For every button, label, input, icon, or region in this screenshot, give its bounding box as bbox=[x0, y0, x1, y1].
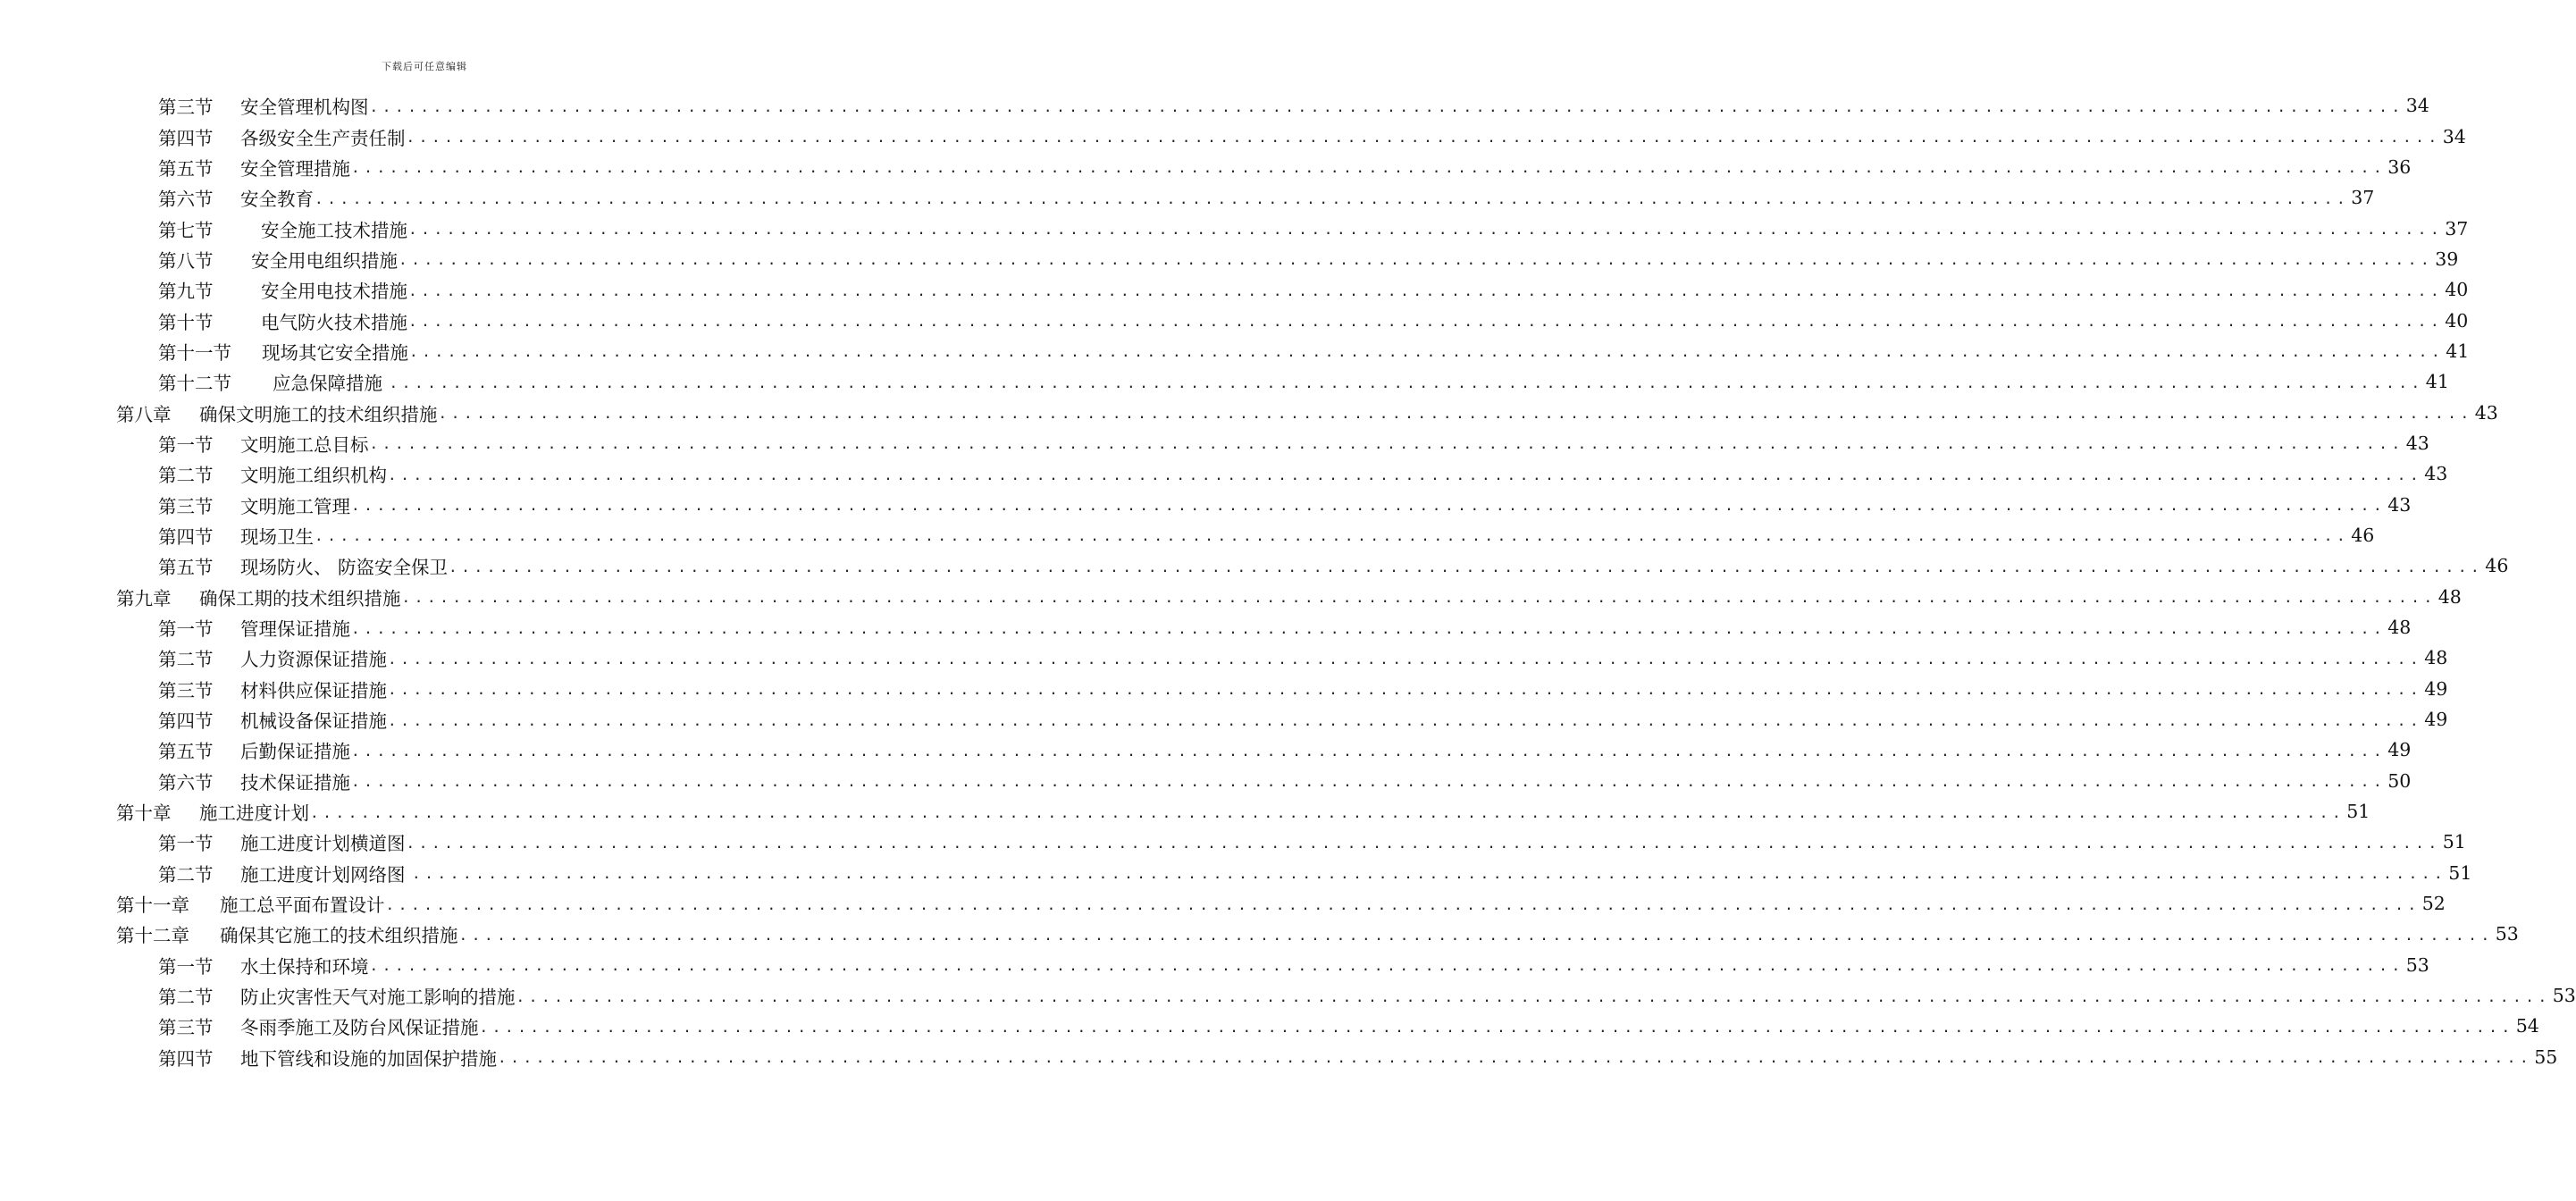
toc-dot-leader: ................................................................................................................................................................ bbox=[408, 313, 2444, 331]
toc-dot-leader: ................................................................................................................................................................ bbox=[369, 435, 2404, 453]
toc-entry-title: 现场其它安全措施 bbox=[262, 341, 408, 364]
toc-section-entry[interactable] bbox=[0, 858, 2472, 888]
toc-dot-leader: ................................................................................................................................................................ bbox=[409, 343, 2445, 361]
toc-entry-title: 施工进度计划 bbox=[199, 802, 309, 825]
toc-section-entry[interactable] bbox=[0, 213, 2469, 243]
toc-page-number: 43 bbox=[2474, 401, 2498, 424]
toc-entry-label: 第六节 bbox=[158, 771, 214, 794]
toc-dot-leader: ................................................................................................................................................................ bbox=[388, 650, 2423, 668]
toc-section-entry[interactable] bbox=[0, 1042, 2558, 1072]
toc-page-number: 49 bbox=[2387, 739, 2412, 761]
toc-entry-title: 各级安全生产责任制 bbox=[240, 127, 406, 149]
toc-entry-label: 第四节 bbox=[158, 710, 214, 733]
toc-chapter-entry[interactable] bbox=[0, 582, 2462, 612]
toc-dot-leader: ................................................................................................................................................................ bbox=[315, 189, 2350, 207]
toc-section-entry[interactable] bbox=[0, 366, 2449, 397]
toc-page-number: 49 bbox=[2424, 709, 2448, 731]
toc-page-number: 46 bbox=[2351, 524, 2375, 546]
toc-entry-title: 文明施工管理 bbox=[240, 495, 350, 517]
toc-page-number: 48 bbox=[2387, 617, 2412, 639]
toc-page-number: 51 bbox=[2442, 831, 2466, 853]
toc-section-entry[interactable] bbox=[0, 336, 2470, 366]
toc-page-number: 37 bbox=[2351, 187, 2375, 209]
toc-entry-label: 第八章 bbox=[116, 403, 172, 425]
toc-page-number: 48 bbox=[2438, 585, 2462, 608]
toc-section-entry[interactable] bbox=[0, 704, 2448, 735]
toc-entry-title: 安全用电组织措施 bbox=[251, 249, 398, 272]
toc-page-number: 43 bbox=[2405, 432, 2429, 454]
toc-entry-title: 施工总平面布置设计 bbox=[220, 894, 385, 917]
toc-page-number: 55 bbox=[2534, 1046, 2558, 1068]
toc-chapter-entry[interactable] bbox=[0, 888, 2446, 919]
toc-entry-label: 第十一章 bbox=[116, 894, 189, 917]
toc-entry-label: 第五节 bbox=[158, 557, 214, 579]
toc-entry-label: 第一节 bbox=[158, 955, 214, 978]
toc-entry-title: 冬雨季施工及防台风保证措施 bbox=[240, 1017, 479, 1039]
toc-entry-title: 施工进度计划网络图 bbox=[240, 863, 412, 886]
toc-entry-title: 后勤保证措施 bbox=[240, 741, 350, 763]
toc-entry-label: 第二节 bbox=[158, 863, 214, 886]
toc-entry-label: 第五节 bbox=[158, 741, 214, 763]
toc-page-number: 48 bbox=[2424, 647, 2448, 669]
toc-section-entry[interactable] bbox=[0, 152, 2412, 182]
toc-dot-leader: ................................................................................................................................................................ bbox=[438, 405, 2473, 423]
toc-dot-leader: ................................................................................................................................................................ bbox=[399, 251, 2434, 269]
toc-entry-title: 电气防火技术措施 bbox=[261, 311, 407, 333]
toc-entry-title: 现场卫生 bbox=[240, 525, 314, 548]
toc-dot-leader: ................................................................................................................................................................ bbox=[401, 589, 2437, 607]
toc-entry-title: 安全管理机构图 bbox=[240, 97, 369, 119]
toc-entry-label: 第八节 bbox=[158, 249, 214, 272]
toc-dot-leader: ................................................................................................................................................................ bbox=[412, 865, 2447, 883]
toc-dot-leader: ................................................................................................................................................................ bbox=[351, 742, 2387, 760]
toc-entry-label: 第二节 bbox=[158, 649, 214, 671]
toc-chapter-entry[interactable] bbox=[0, 397, 2498, 427]
toc-page-number: 34 bbox=[2442, 125, 2466, 147]
toc-entry-label: 第一节 bbox=[158, 433, 214, 456]
toc-entry-label: 第二节 bbox=[158, 987, 214, 1009]
toc-page-number: 43 bbox=[2387, 493, 2412, 516]
toc-page-number: 46 bbox=[2485, 555, 2509, 577]
toc-dot-leader: ................................................................................................................................................................ bbox=[408, 221, 2444, 239]
toc-entry-label: 第一节 bbox=[158, 618, 214, 641]
toc-section-entry[interactable] bbox=[0, 274, 2469, 305]
toc-page-number: 34 bbox=[2405, 95, 2429, 117]
toc-page-number: 53 bbox=[2495, 923, 2519, 945]
toc-chapter-entry[interactable] bbox=[0, 919, 2519, 949]
toc-dot-leader: ................................................................................................................................................................ bbox=[351, 619, 2387, 637]
toc-dot-leader: ................................................................................................................................................................ bbox=[315, 527, 2350, 545]
toc-page-number: 50 bbox=[2387, 769, 2412, 792]
page-header-note: 下载后可任意编辑 bbox=[382, 61, 467, 72]
toc-entry-label: 第九章 bbox=[116, 587, 172, 609]
toc-entry-title: 文明施工总目标 bbox=[240, 433, 369, 456]
toc-page-number: 52 bbox=[2421, 893, 2446, 915]
toc-entry-title: 人力资源保证措施 bbox=[240, 649, 387, 671]
toc-entry-title: 材料供应保证措施 bbox=[240, 679, 387, 701]
toc-entry-title: 施工进度计划横道图 bbox=[240, 833, 406, 855]
toc-section-entry[interactable] bbox=[0, 950, 2429, 980]
toc-entry-label: 第四节 bbox=[158, 525, 214, 548]
toc-page-number: 49 bbox=[2424, 677, 2448, 700]
toc-entry-label: 第十二节 bbox=[158, 373, 231, 395]
toc-entry-label: 第十一节 bbox=[158, 341, 231, 364]
toc-section-entry[interactable] bbox=[0, 428, 2429, 458]
toc-entry-title: 确保其它施工的技术组织措施 bbox=[220, 925, 458, 947]
toc-section-entry[interactable] bbox=[0, 489, 2412, 519]
toc-page-number: 41 bbox=[2425, 371, 2449, 393]
toc-entry-title: 地下管线和设施的加固保护措施 bbox=[240, 1047, 497, 1070]
toc-dot-leader: ................................................................................................................................................................ bbox=[498, 1049, 2533, 1067]
toc-dot-leader: ................................................................................................................................................................ bbox=[310, 803, 2345, 821]
toc-page-number: 51 bbox=[2346, 801, 2370, 823]
toc-entry-label: 第一节 bbox=[158, 833, 214, 855]
toc-entry-title: 安全管理措施 bbox=[240, 157, 350, 180]
toc-section-entry[interactable] bbox=[0, 121, 2466, 151]
toc-entry-label: 第三节 bbox=[158, 495, 214, 517]
toc-entry-label: 第十二章 bbox=[116, 925, 189, 947]
toc-section-entry[interactable] bbox=[0, 458, 2448, 489]
toc-section-entry[interactable] bbox=[0, 612, 2412, 642]
toc-section-entry[interactable] bbox=[0, 735, 2412, 765]
table-of-contents bbox=[0, 90, 2576, 1072]
toc-entry-label: 第三节 bbox=[158, 97, 214, 119]
toc-dot-leader: ................................................................................................................................................................ bbox=[369, 957, 2404, 975]
toc-entry-title: 确保工期的技术组织措施 bbox=[199, 587, 401, 609]
toc-section-entry[interactable] bbox=[0, 1011, 2539, 1041]
toc-entry-label: 第十章 bbox=[116, 802, 172, 825]
toc-page-number: 43 bbox=[2424, 463, 2448, 485]
toc-section-entry[interactable] bbox=[0, 520, 2375, 550]
toc-section-entry[interactable] bbox=[0, 642, 2448, 673]
toc-dot-leader: ................................................................................................................................................................ bbox=[388, 681, 2423, 699]
toc-entry-title: 水土保持和环境 bbox=[240, 955, 369, 978]
toc-section-entry[interactable] bbox=[0, 90, 2429, 121]
toc-dot-leader: ................................................................................................................................................................ bbox=[406, 129, 2441, 147]
toc-section-entry[interactable] bbox=[0, 766, 2412, 796]
toc-page-number: 41 bbox=[2446, 340, 2470, 362]
toc-dot-leader: ................................................................................................................................................................ bbox=[388, 466, 2423, 483]
toc-dot-leader: ................................................................................................................................................................ bbox=[458, 926, 2494, 944]
toc-entry-title: 防止灾害性天气对施工影响的措施 bbox=[240, 987, 516, 1009]
toc-entry-title: 安全用电技术措施 bbox=[261, 281, 407, 303]
toc-entry-title: 安全教育 bbox=[240, 189, 314, 211]
toc-page-number: 53 bbox=[2405, 953, 2429, 976]
toc-entry-label: 第五节 bbox=[158, 157, 214, 180]
toc-page-number: 36 bbox=[2387, 155, 2412, 178]
toc-page-number: 39 bbox=[2435, 248, 2459, 270]
toc-entry-label: 第二节 bbox=[158, 465, 214, 487]
toc-section-entry[interactable] bbox=[0, 305, 2469, 335]
toc-page-number: 37 bbox=[2445, 217, 2469, 239]
toc-section-entry[interactable] bbox=[0, 182, 2375, 213]
toc-entry-title: 机械设备保证措施 bbox=[240, 710, 387, 733]
toc-entry-label: 第三节 bbox=[158, 1017, 214, 1039]
toc-entry-label: 第九节 bbox=[158, 281, 214, 303]
toc-entry-label: 第六节 bbox=[158, 189, 214, 211]
toc-dot-leader: ................................................................................................................................................................ bbox=[479, 1018, 2514, 1036]
toc-dot-leader: ................................................................................................................................................................ bbox=[351, 159, 2387, 177]
toc-entry-title: 管理保证措施 bbox=[240, 618, 350, 641]
toc-entry-label: 第四节 bbox=[158, 127, 214, 149]
toc-dot-leader: ................................................................................................................................................................ bbox=[449, 558, 2484, 575]
toc-chapter-entry[interactable] bbox=[0, 796, 2370, 827]
toc-entry-title: 技术保证措施 bbox=[240, 771, 350, 794]
toc-dot-leader: ................................................................................................................................................................ bbox=[351, 773, 2387, 791]
toc-dot-leader: ................................................................................................................................................................ bbox=[389, 374, 2424, 391]
toc-entry-title: 应急保障措施 bbox=[273, 373, 389, 395]
toc-section-entry[interactable] bbox=[0, 980, 2576, 1011]
toc-page-number: 53 bbox=[2552, 985, 2576, 1007]
toc-dot-leader: ................................................................................................................................................................ bbox=[351, 497, 2387, 515]
toc-dot-leader: ................................................................................................................................................................ bbox=[516, 987, 2551, 1005]
toc-entry-title: 确保文明施工的技术组织措施 bbox=[199, 403, 438, 425]
toc-entry-title: 安全施工技术措施 bbox=[261, 219, 407, 241]
toc-dot-leader: ................................................................................................................................................................ bbox=[388, 711, 2423, 729]
toc-page-number: 51 bbox=[2448, 861, 2472, 884]
toc-page-number: 54 bbox=[2515, 1015, 2539, 1037]
toc-dot-leader: ................................................................................................................................................................ bbox=[369, 97, 2404, 115]
toc-dot-leader: ................................................................................................................................................................ bbox=[408, 281, 2444, 299]
toc-entry-label: 第七节 bbox=[158, 219, 214, 241]
toc-entry-label: 第四节 bbox=[158, 1047, 214, 1070]
toc-section-entry[interactable] bbox=[0, 674, 2448, 704]
toc-page-number: 40 bbox=[2445, 279, 2469, 301]
toc-dot-leader: ................................................................................................................................................................ bbox=[406, 834, 2441, 852]
toc-dot-leader: ................................................................................................................................................................ bbox=[385, 895, 2421, 913]
toc-section-entry[interactable] bbox=[0, 550, 2509, 581]
toc-section-entry[interactable] bbox=[0, 244, 2459, 274]
toc-page-number: 40 bbox=[2445, 309, 2469, 332]
toc-entry-title: 现场防火、 防盗安全保卫 bbox=[240, 557, 449, 579]
toc-entry-label: 第三节 bbox=[158, 679, 214, 701]
toc-entry-title: 文明施工组织机构 bbox=[240, 465, 387, 487]
toc-section-entry[interactable] bbox=[0, 827, 2466, 857]
toc-entry-label: 第十节 bbox=[158, 311, 214, 333]
